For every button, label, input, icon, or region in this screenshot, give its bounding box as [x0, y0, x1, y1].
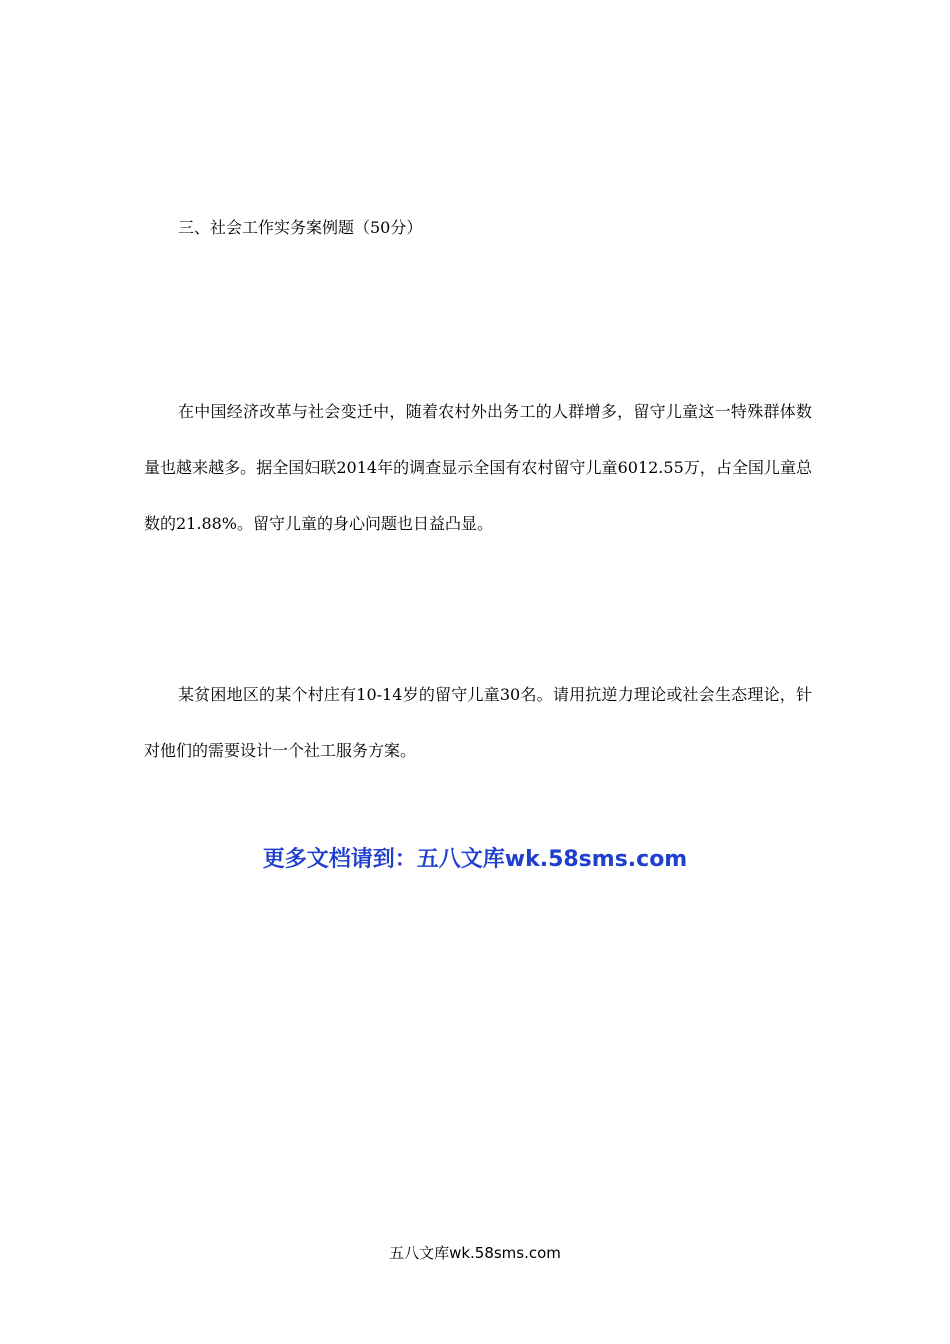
- case-paragraph-background: 在中国经济改革与社会变迁中，随着农村外出务工的人群增多，留守儿童这一特殊群体数量也越来越多。据全国妇联2014年的调查显示全国有农村留守儿童6012.55万，占全国儿童总数的21.88%。留守儿童的身心问题也日益凸显。: [144, 402, 812, 533]
- page-footer: 五八文库wk.58sms.com: [389, 1244, 561, 1262]
- case-paragraph-question: 某贫困地区的某个村庄有10-14岁的留守儿童30名。请用抗逆力理论或社会生态理论，针对他们的需要设计一个社工服务方案。: [144, 685, 812, 760]
- promo-link[interactable]: 更多文档请到：五八文库wk.58sms.com: [262, 847, 688, 872]
- section-heading: 三、社会工作实务案例题（50分）: [178, 218, 423, 237]
